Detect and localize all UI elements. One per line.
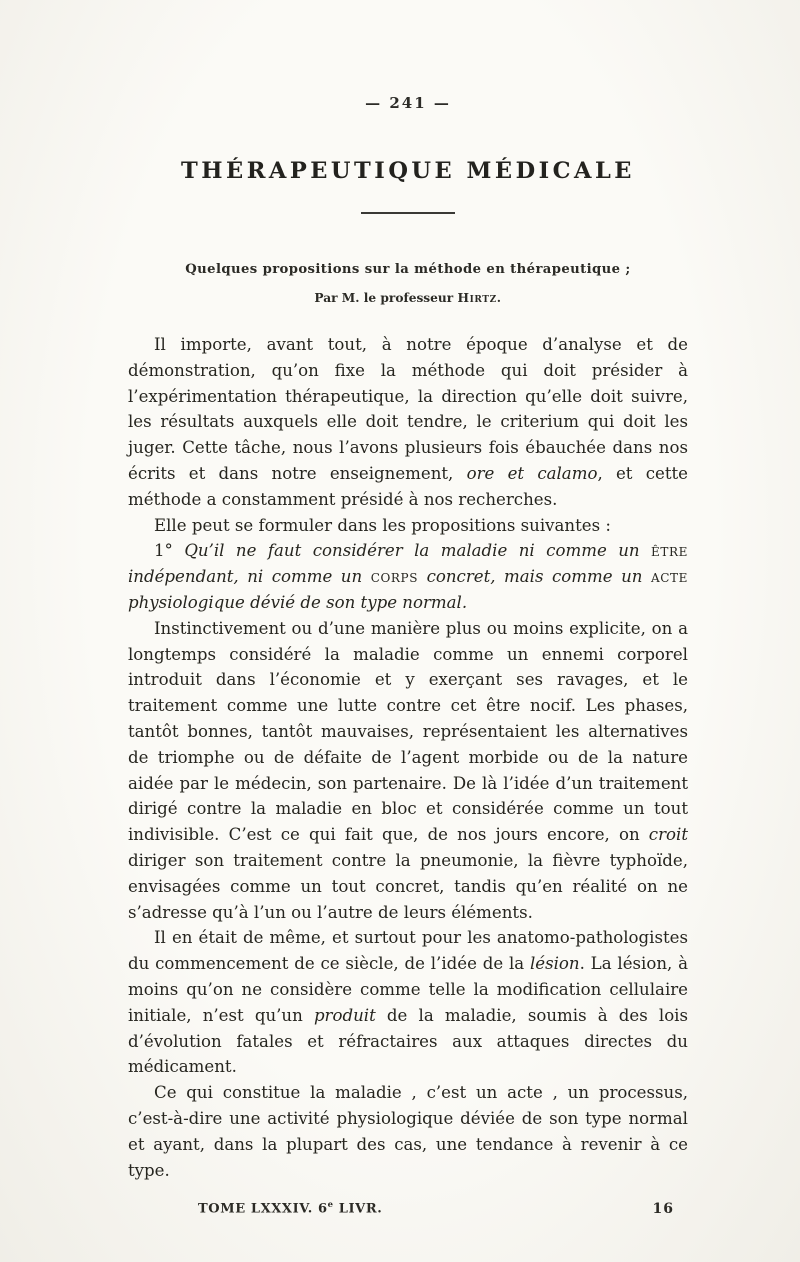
volume-info: [198, 1199, 382, 1216]
text-run: lésion: [529, 954, 580, 974]
text-run: . La lésion, à moins qu’on ne considère comme telle la modification cellulaire initiale, n’est qu’un: [128, 954, 689, 1025]
page-footer: [128, 1199, 688, 1216]
text-run: LIVR.: [333, 1201, 383, 1217]
text-run: corps: [370, 567, 419, 587]
text-run: de la maladie, soumis à des lois d’évolution fatales et réfractaires aux attaques directes du médicament.: [128, 1005, 689, 1077]
body-paragraph: [128, 513, 688, 539]
text-run: ore et calamo: [466, 463, 598, 483]
text-run: Il en était de même, et surtout pour les anatomo-pathologistes du commencement de ce siècle, de l’idée de la: [128, 928, 688, 974]
title-divider: [361, 212, 455, 214]
text-run: diriger son traitement contre la pneumonie, la fièvre typhoïde, envisagées comme un tout concret, tandis qu’en réalité on ne s’adresse qu’à l’un ou l’autre de leurs éléments.: [128, 850, 688, 922]
text-run: Elle peut se formuler dans les propositions suivantes :: [154, 515, 611, 535]
text-run: concret, mais comme un: [418, 567, 651, 587]
article-title: THÉRAPEUTIQUE MÉDICALE: [181, 158, 635, 184]
text-run: 1°: [154, 541, 185, 561]
text-run: e: [327, 1199, 334, 1210]
text-run: Qu’il ne faut considérer la maladie ni comme un: [184, 541, 652, 561]
author-byline: [128, 291, 688, 305]
text-run: Il importe, avant tout, à notre époque d’analyse et de démonstration, qu’on fixe la méthode qui doit présider à l’expérimentation thérapeutique, la direction qu’elle doit suivre, les résultats auxquels elle doit tendre, le criterium qui doit les juger. Cette tâche, nous l’avons plusieurs fois ébauchée dans nos écrits et dans notre enseignement,: [128, 335, 688, 483]
article-body: [128, 332, 688, 1183]
text-run: physiologique dévié de son type normal.: [128, 592, 468, 612]
text-run: Ce qui constitue la maladie , c’est un acte , un processus, c’est-à-dire une activité physiologique déviée de son type normal et ayant, dans la plupart des cas, une tendance à revenir à ce type.: [128, 1083, 688, 1180]
text-run: acte: [650, 567, 688, 587]
body-paragraph: [128, 332, 688, 513]
article-subtitle: Quelques propositions sur la méthode en thérapeutique ;: [185, 262, 631, 277]
signature-number: 16: [652, 1200, 674, 1217]
text-run: TOME LXXXIV. 6: [198, 1201, 328, 1217]
text-run: être: [651, 541, 688, 561]
body-paragraph: [128, 1080, 688, 1183]
text-run: Hirtz.: [457, 291, 502, 305]
page-number: — 241 —: [365, 94, 451, 112]
document-page: [128, 0, 688, 1217]
text-run: produit: [313, 1005, 376, 1025]
text-run: indépendant, ni comme un: [128, 567, 371, 587]
body-paragraph: [128, 616, 688, 926]
text-run: croit: [648, 825, 688, 845]
text-run: , et cette méthode a constamment présidé à nos recherches.: [128, 463, 688, 509]
body-paragraph: [128, 538, 688, 615]
text-run: Par M. le professeur: [314, 291, 458, 305]
text-run: Instinctivement ou d’une manière plus ou moins explicite, on a longtemps considéré la maladie comme un ennemi corporel introduit dans l’économie et y exerçant ses ravages, et le traitement comme une lutte contre cet être nocif. Les phases, tantôt bonnes, tantôt mauvaises, représentaient les alternatives de triomphe ou de défaite de l’agent morbide ou de la nature aidée par le médecin, son partenaire. De là l’idée d’un traitement dirigé contre la maladie en bloc et considérée comme un tout indivisible. C’est ce qui fait que, de nos jours encore, on: [128, 618, 688, 845]
body-paragraph: [128, 925, 688, 1080]
